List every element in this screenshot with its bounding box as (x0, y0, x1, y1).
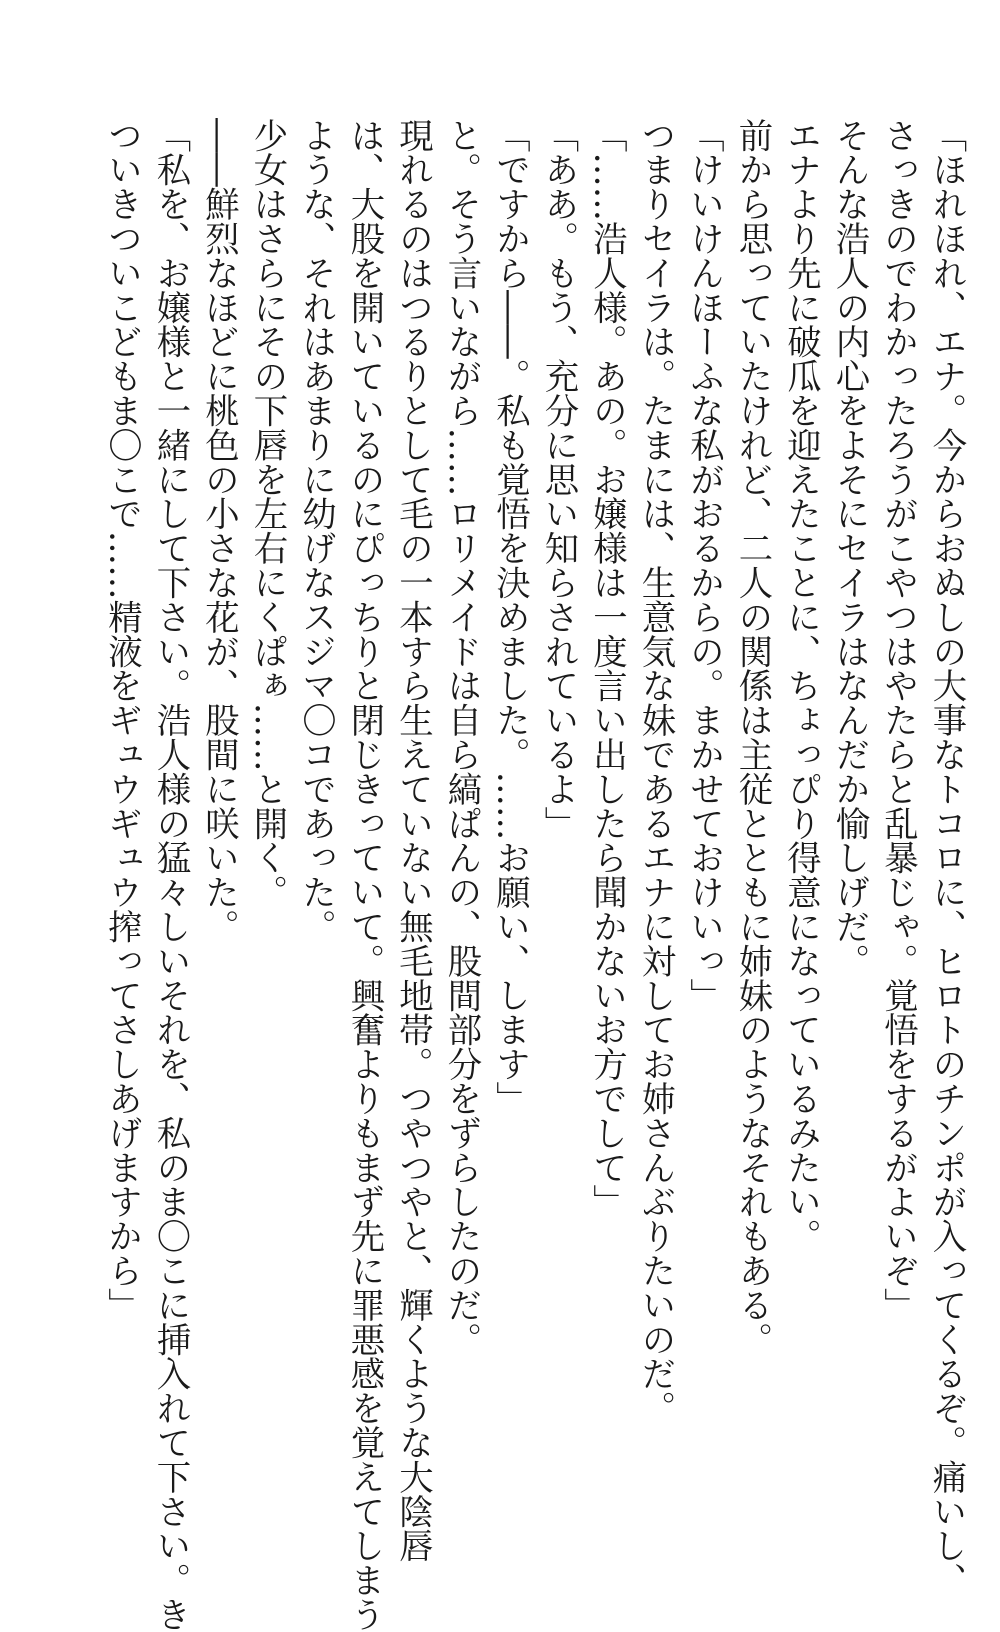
text-line: と。そう言いながら……ロリメイドは自ら縞ぱんの、股間部分をずらしたのだ。 (441, 118, 481, 1357)
vertical-text-body (97, 118, 970, 1632)
text-line: エナより先に破瓜を迎えたことに、ちょっぴり得意になっているみたい。 (780, 118, 821, 1254)
text-line: つまりセイラは。たまには、生意気な妹であるエナに対してお姉さんぶりたいのだ。 (635, 118, 675, 1426)
text-line: 「けいけんほーふな私がおるからの。まかせておけいっ」 (683, 118, 724, 1013)
text-line: 「ああ。もう、充分に思い知らされているよ」 (538, 118, 578, 841)
text-line: 前から思っていたけれど、二人の関係は主従とともに姉妹のようなそれもある。 (732, 118, 772, 1357)
text-line: 「……浩人様。あの。お嬢様は一度言い出したら聞かないお方でして」 (586, 118, 627, 1219)
text-line: そんな浩人の内心をよそにセイラはなんだか愉しげだ。 (829, 118, 869, 978)
text-line: さっきのでわかったろうがこやつはやたらと乱暴じゃ。覚悟をするがよいぞ」 (877, 118, 918, 1322)
text-line: 「私を、お嬢様と一緒にして下さい。浩人様の猛々しいそれを、私のま〇こに挿入れて下さい。き (150, 118, 190, 1632)
text-line: は、大股を開いているのにぴっちりと閉じきっていて。興奮よりもまず先に罪悪感を覚えてしまう (344, 118, 384, 1632)
text-line: ついきついこどもま〇こで……精液をギュウギュウ搾ってさしあげますから」 (101, 118, 142, 1322)
text-line: 現れるのはつるりとして毛の一本すら生えていない無毛地帯。つやつやと、輝くような大陰唇 (392, 118, 433, 1563)
text-line: 「ですから――。私も覚悟を決めました。……お願い、します」 (489, 118, 530, 1116)
text-line: ――鮮烈なほどに桃色の小さな花が、股間に咲いた。 (198, 118, 239, 944)
text-line: 「ほれほれ、エナ。今からおぬしの大事なトコロに、ヒロトのチンポが入ってくるぞ。痛いし、 (926, 118, 966, 1598)
text-line: ような、それはあまりに幼げなスジマ〇コであった。 (295, 118, 336, 944)
text-line: 少女はさらにその下唇を左右にくぱぁ……と開く。 (247, 118, 287, 910)
